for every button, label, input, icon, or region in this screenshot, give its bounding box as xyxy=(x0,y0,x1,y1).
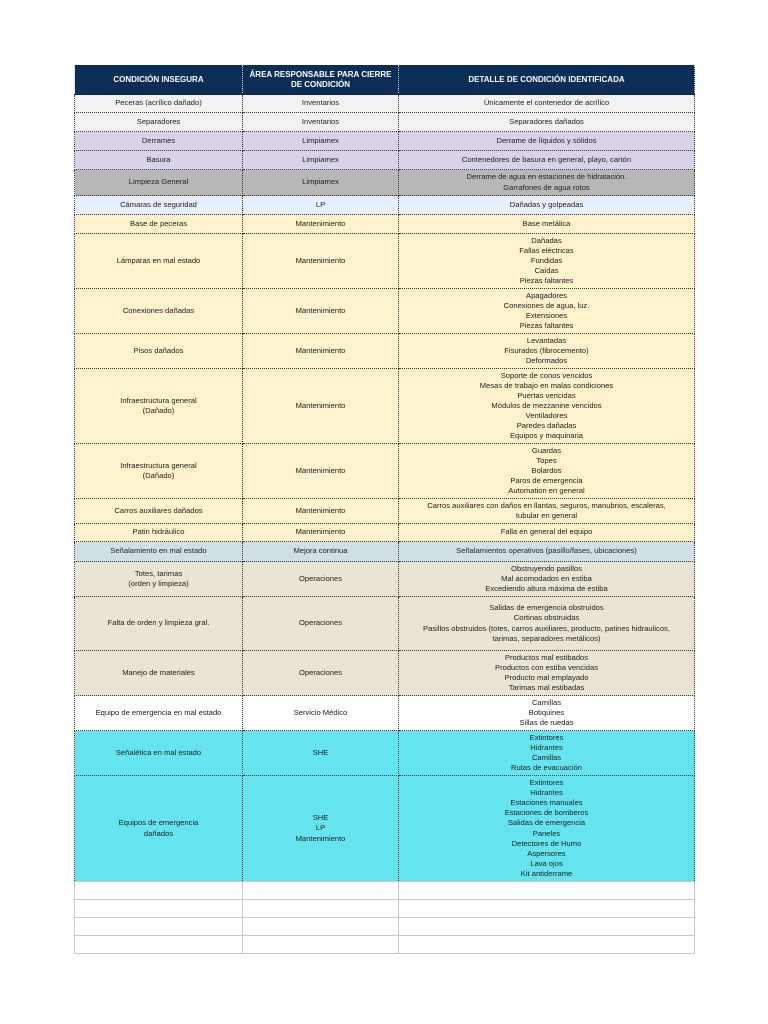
cell-detalle-line: Falla en general del equipo xyxy=(500,527,593,537)
cell-detalle-line: Deformados xyxy=(525,356,568,366)
cell-detalle xyxy=(399,776,695,882)
cell-detalle xyxy=(399,597,695,651)
empty-cell xyxy=(399,918,695,936)
cell-area xyxy=(243,334,399,369)
table-row xyxy=(75,196,695,215)
cell-area xyxy=(243,215,399,234)
cell-detalle-line: Ventiladores xyxy=(525,411,568,421)
cell-detalle-line: Paneles xyxy=(532,828,561,838)
cell-area xyxy=(243,289,399,334)
cell-detalle-line: Extensiones xyxy=(525,311,568,320)
empty-cell xyxy=(75,918,243,936)
cell-area-line: Mantenimiento xyxy=(295,345,346,355)
cell-condicion xyxy=(75,215,243,234)
cell-detalle-line: tubular en general xyxy=(515,511,578,520)
cell-area-line: SHE xyxy=(312,813,329,823)
table-row xyxy=(75,95,695,113)
cell-area-line: Servicio Médico xyxy=(293,707,348,717)
cell-detalle-line: Rutas de evacuación xyxy=(511,763,582,773)
cell-area xyxy=(243,196,399,215)
cell-condicion xyxy=(75,444,243,499)
cell-condicion xyxy=(75,696,243,731)
cell-detalle xyxy=(399,696,695,731)
cell-detalle xyxy=(399,524,695,542)
cell-detalle-line: Piezas faltantes xyxy=(519,276,574,286)
cell-condicion-line: Señalamiento en mal estado xyxy=(110,546,207,556)
cell-area-line: Limpiamex xyxy=(302,135,339,145)
cell-area-line: Limpiamex xyxy=(302,177,339,187)
empty-row xyxy=(75,882,695,900)
cell-detalle-line: Topes xyxy=(536,455,557,465)
cell-condicion-line: Equipos de emergencia xyxy=(118,818,199,828)
table-row xyxy=(75,444,695,499)
cell-condicion xyxy=(75,132,243,151)
cell-detalle-line: Pasillos obstruidos (totes, carros auxiliares, producto, patines hidraulicos, xyxy=(423,623,670,633)
table-row xyxy=(75,334,695,369)
empty-cell xyxy=(243,900,399,918)
cell-detalle-line: Fundidas xyxy=(530,255,563,265)
empty-cell xyxy=(75,936,243,954)
cell-detalle-line: Paros de emergencia xyxy=(510,476,583,486)
cell-area xyxy=(243,113,399,132)
cell-condicion xyxy=(75,597,243,651)
condiciones-table-container xyxy=(74,65,694,954)
cell-detalle-line: Estaciones de bomberos xyxy=(504,808,589,818)
table-row xyxy=(75,731,695,776)
cell-detalle-line: Únicamente el contenedor de acrílico xyxy=(483,98,610,108)
cell-area-line: Mantenimiento xyxy=(295,218,346,228)
empty-row xyxy=(75,918,695,936)
cell-condicion xyxy=(75,289,243,334)
cell-area xyxy=(243,731,399,776)
empty-cell xyxy=(243,918,399,936)
empty-cell xyxy=(75,900,243,918)
cell-detalle-line: Carros auxiliares con daños en llantas, seguros, manubrios, escaleras, xyxy=(427,500,666,510)
cell-detalle-line: Kit antiderrame xyxy=(520,868,573,878)
cell-detalle xyxy=(399,170,695,196)
empty-cell xyxy=(399,882,695,900)
cell-condicion-line: Señalética en mal estado xyxy=(115,747,202,757)
cell-area-line: Operaciones xyxy=(298,573,343,583)
cell-detalle-line: Derrame de agua en estaciones de hidratación. xyxy=(466,172,627,182)
cell-detalle-line: tarimas, separadores metálicos) xyxy=(492,633,601,643)
cell-area-line: Operaciones xyxy=(298,667,343,677)
table-row xyxy=(75,696,695,731)
cell-detalle-line: Conexiones de agua, luz. xyxy=(503,300,590,310)
cell-detalle-line: Mesas de trabajo en malas condiciones xyxy=(479,380,614,390)
cell-detalle-line: Contenedores de basura en general, playo, cartón xyxy=(461,154,632,164)
cell-detalle-line: Soporte de conos vencidos xyxy=(500,370,593,380)
table-row xyxy=(75,651,695,696)
cell-detalle xyxy=(399,562,695,597)
cell-detalle xyxy=(399,334,695,369)
cell-detalle-line: Botiquines xyxy=(528,707,565,717)
cell-detalle-line: Excediendo altura máxima de estiba xyxy=(485,584,608,594)
cell-detalle-line: Producto mal emplayado xyxy=(504,673,589,682)
cell-detalle-line: Paredes dañadas xyxy=(516,421,577,431)
cell-detalle xyxy=(399,499,695,524)
table-row xyxy=(75,234,695,289)
cell-detalle xyxy=(399,369,695,444)
cell-detalle xyxy=(399,132,695,151)
empty-cell xyxy=(243,936,399,954)
cell-detalle-line: Derrame de líquidos y sólidos xyxy=(496,135,597,145)
cell-detalle-line: Fallas eléctricas xyxy=(519,245,574,255)
cell-detalle-line: Salidas de emergencia xyxy=(507,818,586,828)
cell-area-line: Inventarios xyxy=(301,116,340,126)
cell-detalle xyxy=(399,234,695,289)
cell-condicion xyxy=(75,776,243,882)
cell-area-line: Operaciones xyxy=(298,618,343,628)
cell-detalle-line: Fisurados (fibrocemento) xyxy=(504,345,589,355)
table-row xyxy=(75,289,695,334)
cell-detalle-line: Obstruyendo pasillos xyxy=(511,563,582,573)
cell-condicion xyxy=(75,562,243,597)
cell-area-line: Inventarios xyxy=(301,98,340,108)
cell-condicion-line: Patin hidráulico xyxy=(132,527,185,537)
cell-detalle-line: Piezas faltantes xyxy=(519,321,574,331)
cell-condicion xyxy=(75,524,243,542)
cell-area xyxy=(243,151,399,170)
cell-area xyxy=(243,95,399,113)
cell-detalle-line: Bolardos xyxy=(531,465,562,475)
cell-condicion-line: Infraestructura general xyxy=(120,395,197,405)
cell-detalle-line: Equipos y maquinaria xyxy=(509,431,584,441)
empty-row xyxy=(75,936,695,954)
cell-detalle-line: Cortinas obstruidas xyxy=(513,613,580,623)
cell-condicion xyxy=(75,151,243,170)
cell-detalle-line: Dañadas xyxy=(531,235,562,245)
table-row xyxy=(75,597,695,651)
cell-condicion-line: Falta de orden y limpieza gral. xyxy=(107,618,210,628)
cell-detalle xyxy=(399,95,695,113)
cell-area-line: SHE xyxy=(312,747,329,757)
cell-condicion-line: Conexiones dañadas xyxy=(122,305,195,315)
cell-condicion-line: Separadores xyxy=(136,116,181,126)
cell-detalle-line: Estaciones manuales xyxy=(510,798,583,808)
cell-area-line: Mantenimiento xyxy=(295,255,346,265)
cell-area xyxy=(243,696,399,731)
cell-detalle xyxy=(399,289,695,334)
cell-area xyxy=(243,369,399,444)
table-row xyxy=(75,132,695,151)
cell-condicion-line: dañados xyxy=(143,828,174,838)
cell-area-line: Mantenimiento xyxy=(295,505,346,515)
cell-area-line: Mantenimiento xyxy=(295,465,346,475)
cell-area-line: LP xyxy=(315,823,326,833)
cell-condicion-line: Base de peceras xyxy=(130,218,187,228)
empty-cell xyxy=(75,882,243,900)
cell-area-line: Mantenimiento xyxy=(295,833,346,843)
cell-condicion-line: (orden y limpieza) xyxy=(128,579,189,588)
cell-detalle-line: Mal acomodados en estiba xyxy=(501,573,592,583)
cell-detalle-line: Separadores dañados xyxy=(509,116,584,126)
cell-area xyxy=(243,444,399,499)
cell-detalle xyxy=(399,215,695,234)
cell-condicion-line: Peceras (acrílico dañado) xyxy=(115,98,202,108)
cell-condicion-line: (Dañado) xyxy=(142,471,175,480)
cell-detalle-line: Extintores xyxy=(529,732,564,742)
cell-area xyxy=(243,651,399,696)
table-row xyxy=(75,542,695,562)
cell-detalle xyxy=(399,444,695,499)
empty-cell xyxy=(243,882,399,900)
cell-detalle-line: Apagadores xyxy=(526,290,567,300)
cell-detalle-line: Productos con estiba vencidas xyxy=(495,662,598,672)
cell-area xyxy=(243,562,399,597)
cell-condicion-line: Manejo de materiales xyxy=(122,667,195,677)
cell-condicion-line: Carros auxiliares dañados xyxy=(114,505,203,515)
cell-condicion-line: Derrames xyxy=(141,135,176,145)
empty-cell xyxy=(399,900,695,918)
table-row xyxy=(75,170,695,196)
condiciones-table xyxy=(74,65,695,954)
cell-condicion-line: Cámaras de seguridad xyxy=(120,199,197,209)
table-body xyxy=(75,95,695,954)
cell-condicion xyxy=(75,334,243,369)
empty-cell xyxy=(399,936,695,954)
cell-detalle-line: Automation en general xyxy=(508,486,585,496)
cell-detalle-line: Lava ojos xyxy=(530,858,563,868)
cell-detalle-line: Tarimas mal estibadas xyxy=(508,683,585,693)
header-condicion-insegura: CONDICIÓN INSEGURA xyxy=(75,65,243,95)
cell-condicion xyxy=(75,234,243,289)
table-header xyxy=(75,65,695,95)
cell-detalle-line: Aspersores xyxy=(527,848,566,858)
cell-detalle-line: Señalamientos operativos (pasillo/fases, ubicaciones) xyxy=(456,546,637,556)
cell-area xyxy=(243,542,399,562)
cell-detalle-line: Puertas vencidas xyxy=(517,390,576,400)
cell-detalle-line: Detectores de Humo xyxy=(511,838,582,848)
cell-detalle-line: Camillas xyxy=(531,753,562,762)
table-row xyxy=(75,776,695,882)
cell-condicion-line: Lámparas en mal estado xyxy=(116,255,201,265)
cell-condicion-line: Basura xyxy=(146,154,171,164)
cell-condicion xyxy=(75,170,243,196)
cell-condicion-line: Totes, tarimas xyxy=(134,568,183,578)
cell-detalle xyxy=(399,151,695,170)
cell-condicion xyxy=(75,196,243,215)
table-row xyxy=(75,151,695,170)
table-row xyxy=(75,499,695,524)
cell-area-line: LP xyxy=(315,199,326,209)
table-row xyxy=(75,113,695,132)
cell-area xyxy=(243,170,399,196)
cell-condicion xyxy=(75,369,243,444)
cell-condicion-line: Limpieza General xyxy=(128,177,189,187)
cell-condicion-line: Equipo de emergencia en mal estado xyxy=(95,707,222,717)
header-area-responsable: ÁREA RESPONSABLE PARA CIERRE DE CONDICIÓN xyxy=(243,65,399,95)
cell-detalle-line: Sillas de ruedas xyxy=(519,718,574,728)
table-row xyxy=(75,562,695,597)
cell-condicion xyxy=(75,651,243,696)
cell-condicion xyxy=(75,731,243,776)
cell-detalle-line: Salidas de emergencia obstruidos xyxy=(489,603,604,613)
cell-detalle xyxy=(399,731,695,776)
table-row xyxy=(75,524,695,542)
empty-row xyxy=(75,900,695,918)
cell-area xyxy=(243,776,399,882)
cell-area xyxy=(243,597,399,651)
cell-detalle-line: Caídas xyxy=(534,266,559,276)
cell-area-line: Mantenimiento xyxy=(295,305,346,315)
cell-detalle-line: Garrafones de agua rotos xyxy=(503,182,590,192)
cell-condicion xyxy=(75,499,243,524)
header-row xyxy=(75,65,695,95)
cell-condicion xyxy=(75,113,243,132)
cell-detalle-line: Extintores xyxy=(529,778,564,788)
cell-detalle-line: Camillas xyxy=(531,697,562,707)
cell-detalle-line: Guardas xyxy=(531,445,562,455)
table-row xyxy=(75,215,695,234)
cell-condicion-line: Infraestructura general xyxy=(120,460,197,470)
cell-detalle xyxy=(399,651,695,696)
cell-area xyxy=(243,499,399,524)
cell-area xyxy=(243,234,399,289)
table-row xyxy=(75,369,695,444)
cell-detalle xyxy=(399,113,695,132)
cell-detalle-line: Hidrantes xyxy=(530,788,563,798)
cell-condicion-line: Pisos dañados xyxy=(133,345,184,355)
header-detalle-condicion: DETALLE DE CONDICIÓN IDENTIFICADA xyxy=(399,65,695,95)
cell-detalle xyxy=(399,196,695,215)
cell-area-line: Mantenimiento xyxy=(295,527,346,537)
cell-detalle-line: Módulos de mezzanine vencidos xyxy=(491,400,602,410)
cell-area-line: Mantenimiento xyxy=(295,400,346,410)
cell-area-line: Mejora continua xyxy=(293,546,348,556)
cell-detalle-line: Base metálica xyxy=(522,218,571,228)
cell-detalle-line: Hidrantes xyxy=(530,742,563,752)
cell-condicion-line: (Dañado) xyxy=(142,406,175,415)
cell-detalle-line: Dañadas y golpeadas xyxy=(509,199,584,209)
cell-detalle-line: Productos mal estibados xyxy=(504,652,589,662)
cell-area xyxy=(243,524,399,542)
cell-area-line: Limpiamex xyxy=(302,154,339,164)
cell-condicion xyxy=(75,95,243,113)
cell-detalle xyxy=(399,542,695,562)
cell-area xyxy=(243,132,399,151)
cell-detalle-line: Levantadas xyxy=(526,335,567,345)
cell-condicion xyxy=(75,542,243,562)
